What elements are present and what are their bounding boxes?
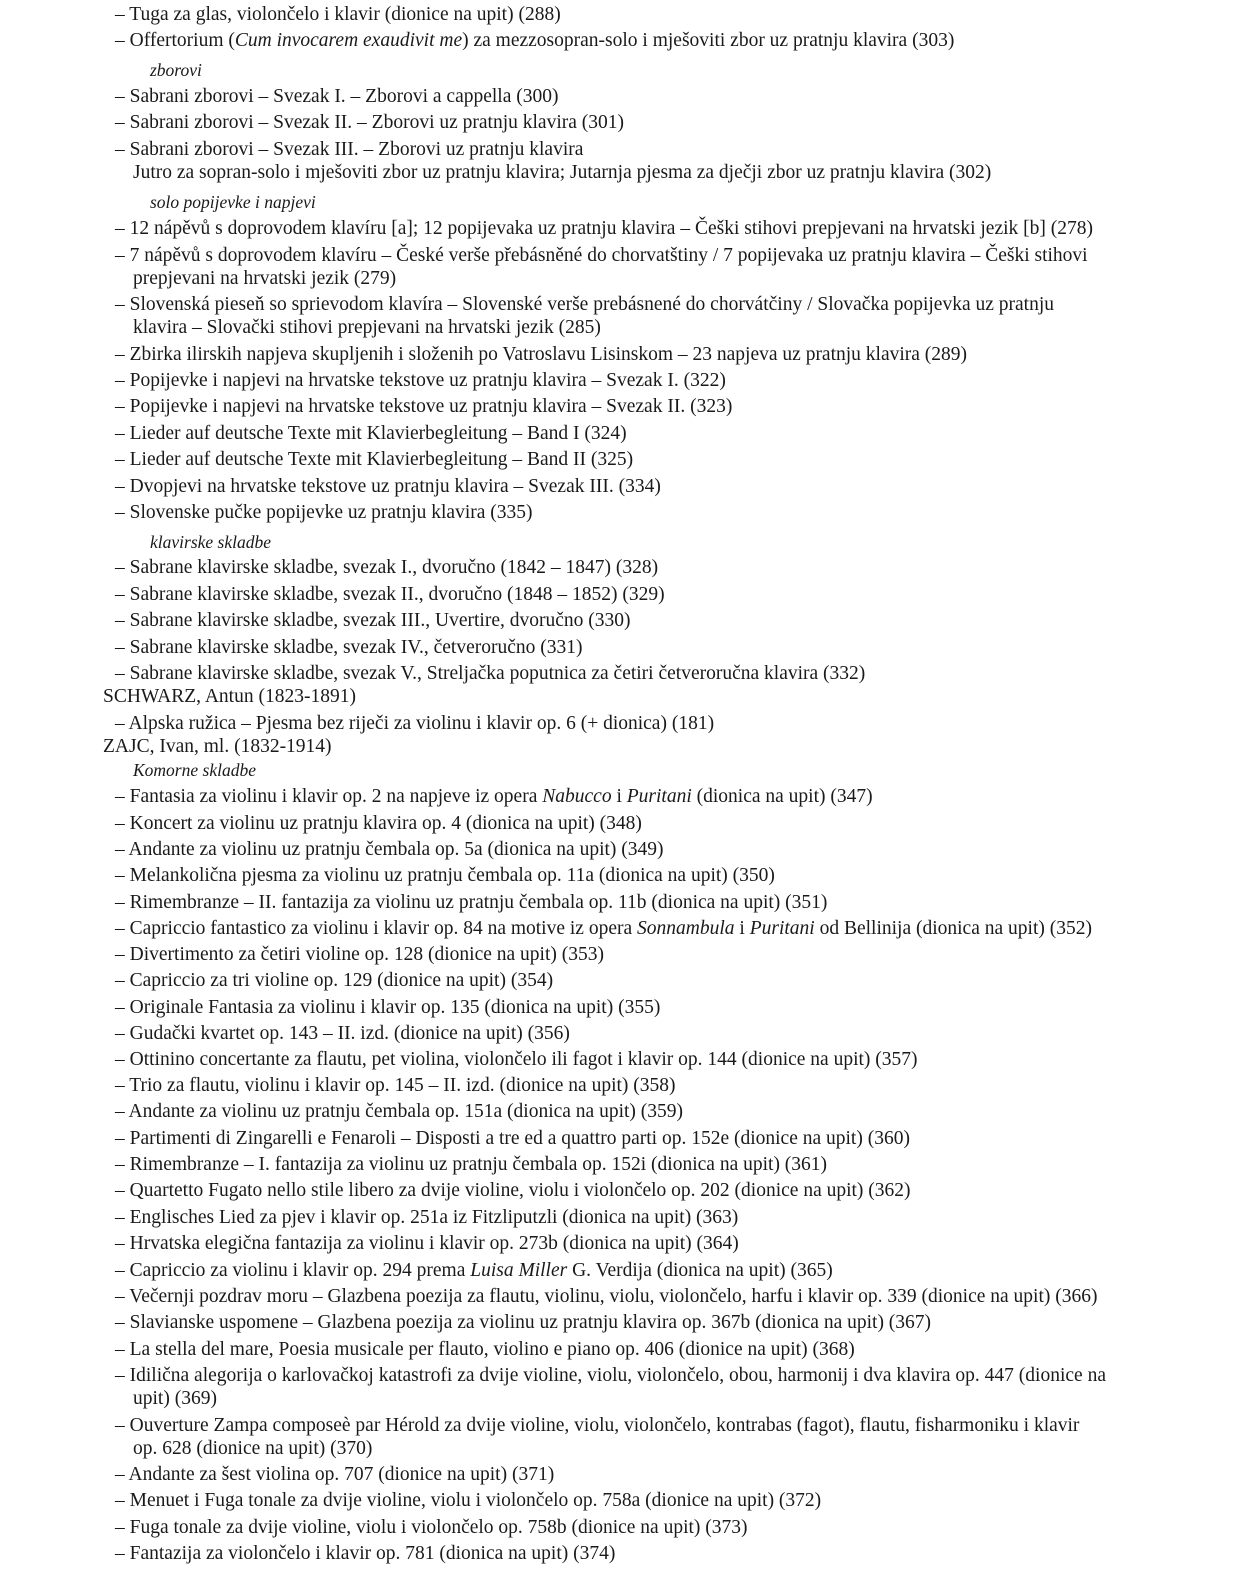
catalog-entry: – Fantazija za violončelo i klavir op. 781 (dionica na upit) (374) (115, 1543, 616, 1564)
catalog-entry: – Quartetto Fugato nello stile libero za dvije violine, violu i violončelo op. 202 (dionice na upit) (362) (115, 1180, 911, 1201)
italic-title: Cum invocarem exaudivit me (234, 30, 463, 51)
catalog-entry: – Slovenske pučke popijevke uz pratnju klavira (335) (115, 502, 533, 523)
catalog-entry: – Idilična alegorija o karlovačkoj katastrofi za dvije violine, violu, violončelo, obou, harmonij i dva klavira op. 447 (dionice na (115, 1365, 1106, 1386)
composer-heading: SCHWARZ, Antun (1823-1891) (103, 686, 356, 707)
catalog-entry-continuation: klavira – Slovački stihovi prepjevani na hrvatski jezik (285) (133, 317, 601, 338)
catalog-entry: – Rimembranze – I. fantazija za violinu uz pratnju čembala op. 152i (dionica na upit) (361) (115, 1154, 828, 1175)
catalog-entry: – Sabrane klavirske skladbe, svezak IV., četveroručno (331) (115, 637, 583, 658)
catalog-entry-continuation: Jutro za sopran-solo i mješoviti zbor uz pratnju klavira; Jutarnja pjesma za dječji zbor uz pratnju klavira (302) (133, 162, 992, 183)
catalog-entry: – Sabrani zborovi – Svezak II. – Zborovi uz pratnju klavira (301) (115, 112, 625, 133)
entry-text: – Capriccio fantastico za violinu i klavir op. 84 na motive iz opera (115, 918, 638, 939)
catalog-entry: – Menuet i Fuga tonale za dvije violine, violu i violončelo op. 758a (dionice na upit) (372) (115, 1490, 822, 1511)
entry-text: – Capriccio za violinu i klavir op. 294 prema (115, 1260, 471, 1281)
entry-text: i (611, 786, 627, 807)
catalog-entry: – Sabrane klavirske skladbe, svezak II., dvoručno (1848 – 1852) (329) (115, 584, 665, 605)
entry-text: (dionica na upit) (347) (691, 786, 873, 807)
category-heading: Komorne skladbe (133, 760, 256, 780)
catalog-entry (115, 29, 954, 53)
catalog-entry: – Dvopjevi na hrvatske tekstove uz pratnju klavira – Svezak III. (334) (115, 476, 661, 497)
catalog-entry: – Gudački kvartet op. 143 – II. izd. (dionice na upit) (356) (115, 1023, 570, 1044)
catalog-entry: – Tuga za glas, violončelo i klavir (dionice na upit) (288) (115, 4, 561, 25)
catalog-entry-continuation: upit) (369) (133, 1388, 217, 1409)
catalog-entry-continuation: op. 628 (dionice na upit) (370) (133, 1438, 373, 1459)
italic-title: Puritani (626, 786, 692, 807)
italic-title: Luisa Miller (470, 1260, 568, 1281)
catalog-entry: – Fuga tonale za dvije violine, violu i violončelo op. 758b (dionice na upit) (373) (115, 1517, 748, 1538)
catalog-entry: – Večernji pozdrav moru – Glazbena poezija za flautu, violinu, violu, violončelo, harfu i klavir op. 339 (dionice na upit) (366) (115, 1286, 1098, 1307)
italic-title: Sonnambula (637, 918, 735, 939)
catalog-entry: – Divertimento za četiri violine op. 128 (dionice na upit) (353) (115, 944, 604, 965)
entry-text: G. Verdija (dionica na upit) (365) (567, 1260, 833, 1281)
catalog-entry: – Englisches Lied za pjev i klavir op. 251a iz Fitzliputzli (dionica na upit) (363) (115, 1207, 739, 1228)
catalog-entry: – Andante za šest violina op. 707 (dionice na upit) (371) (115, 1464, 555, 1485)
catalog-entry: – Ottinino concertante za flautu, pet violina, violončelo ili fagot i klavir op. 144 (dionice na upit) (357) (115, 1049, 918, 1070)
composer-heading: ZAJC, Ivan, ml. (1832-1914) (103, 736, 332, 757)
catalog-entry: – La stella del mare, Poesia musicale per flauto, violino e piano op. 406 (dionice na upit) (368) (115, 1339, 855, 1360)
catalog-entry (115, 1259, 833, 1283)
catalog-entry: – Partimenti di Zingarelli e Fenaroli – Disposti a tre ed a quattro parti op. 152e (dionice na upit) (360) (115, 1128, 910, 1149)
entry-text: i (734, 918, 750, 939)
catalog-entry: – Popijevke i napjevi na hrvatske tekstove uz pratnju klavira – Svezak II. (323) (115, 396, 733, 417)
catalog-entry: – Sabrani zborovi – Svezak I. – Zborovi a cappella (300) (115, 86, 559, 107)
catalog-entry: – Sabrani zborovi – Svezak III. – Zborovi uz pratnju klavira (115, 139, 584, 160)
entry-text: od Bellinija (dionica na upit) (352) (814, 918, 1092, 939)
catalog-entry: – Originale Fantasia za violinu i klavir op. 135 (dionica na upit) (355) (115, 997, 661, 1018)
catalog-entry: – Sabrane klavirske skladbe, svezak III., Uvertire, dvoručno (330) (115, 610, 631, 631)
catalog-entry: – Sabrane klavirske skladbe, svezak V., Streljačka poputnica za četiri četveroručna klavira (332) (115, 663, 866, 684)
catalog-entry: – Slovenská pieseň so sprievodom klavíra – Slovenské verše prebásnené do chorvátčiny / Slovačka popijevka uz pratnju (115, 294, 1055, 315)
catalog-entry: – Slavianske uspomene – Glazbena poezija za violinu uz pratnju klavira op. 367b (dionica na upit) (367) (115, 1312, 932, 1333)
category-heading: klavirske skladbe (150, 532, 271, 552)
catalog-entry: – Andante za violinu uz pratnju čembala op. 5a (dionica na upit) (349) (115, 839, 664, 860)
catalog-entry: – Sabrane klavirske skladbe, svezak I., dvoručno (1842 – 1847) (328) (115, 557, 659, 578)
catalog-entry: – Zbirka ilirskih napjeva skupljenih i složenih po Vatroslavu Lisinskom – 23 napjeva uz pratnju klavira (289) (115, 344, 968, 365)
category-heading: zborovi (150, 60, 202, 80)
catalog-entry: – Popijevke i napjevi na hrvatske tekstove uz pratnju klavira – Svezak I. (322) (115, 370, 726, 391)
entry-text: – Fantasia za violinu i klavir op. 2 na napjeve iz opera (115, 786, 543, 807)
catalog-entry: – Lieder auf deutsche Texte mit Klavierbegleitung – Band II (325) (115, 449, 634, 470)
catalog-entry: – Alpska ružica – Pjesma bez riječi za violinu i klavir op. 6 (+ dionica) (181) (115, 713, 715, 734)
catalog-entry-continuation: prepjevani na hrvatski jezik (279) (133, 268, 397, 289)
catalog-entry (115, 785, 873, 809)
catalog-entry: – Lieder auf deutsche Texte mit Klavierbegleitung – Band I (324) (115, 423, 627, 444)
catalog-entry: – Melankolična pjesma za violinu uz pratnju čembala op. 11a (dionica na upit) (350) (115, 865, 775, 886)
entry-text: – Offertorium ( (115, 30, 235, 51)
catalog-entry: – Rimembranze – II. fantazija za violinu uz pratnju čembala op. 11b (dionica na upit) (351) (115, 892, 828, 913)
catalog-entry: – Hrvatska elegična fantazija za violinu i klavir op. 273b (dionica na upit) (364) (115, 1233, 739, 1254)
category-heading: solo popijevke i napjevi (150, 192, 316, 212)
catalog-entry: – Koncert za violinu uz pratnju klavira op. 4 (dionica na upit) (348) (115, 813, 642, 834)
catalog-entry: – Capriccio za tri violine op. 129 (dionice na upit) (354) (115, 970, 554, 991)
catalog-entry: – 12 nápěvů s doprovodem klavíru [a]; 12 popijevaka uz pratnju klavira – Češki stihovi prepjevani na hrvatski jezik [b] (278) (115, 218, 1093, 239)
catalog-entry: – Trio za flautu, violinu i klavir op. 145 – II. izd. (dionice na upit) (358) (115, 1075, 676, 1096)
entry-text: ) za mezzosopran-solo i mješoviti zbor uz pratnju klavira (303) (462, 30, 955, 51)
catalog-entry: – 7 nápěvů s doprovodem klavíru – České verše přebásněné do chorvatštiny / 7 popijevaka uz pratnju klavira – Češki stihovi (115, 245, 1088, 266)
italic-title: Puritani (749, 918, 815, 939)
catalog-entry: – Ouverture Zampa composeè par Hérold za dvije violine, violu, violončelo, kontrabas (fagot), flautu, fisharmoniku i klavir (115, 1415, 1080, 1436)
catalog-entry: – Andante za violinu uz pratnju čembala op. 151a (dionica na upit) (359) (115, 1101, 684, 1122)
catalog-entry (115, 917, 1092, 941)
italic-title: Nabucco (542, 786, 612, 807)
